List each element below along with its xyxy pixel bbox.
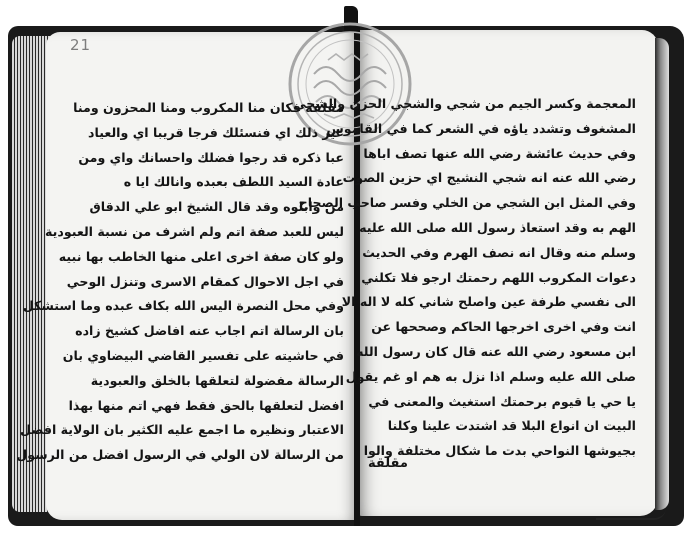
left-line: في اجل الاحوال كمقام الاسرى وتنزل الوحي (66, 273, 344, 289)
left-line: الرسالة مفضولة لتعلقها بالخلق والعبودية (90, 372, 344, 388)
left-line: عبا ذكره قد رجوا فضلك واحسانك واي ومن (78, 149, 344, 165)
left-line: افضل لتعلقها بالحق فقط فهي اتم منها بهذا (68, 397, 344, 413)
left-line: ولو كان صفة اخرى اعلى منها الخاطب بها نبيه (58, 248, 344, 264)
left-line: مقلقة فكان منا المكروب ومنا المحزون ومنا (73, 100, 344, 115)
right-line: دعوات المكروب اللهم رحمتك ارجو فلا تكلني (361, 269, 636, 285)
left-line: بان الرسالة اتم اجاب عنه افاضل كشيخ زاده (75, 323, 344, 339)
right-line: المشغوف وتشدد ياؤه في الشعر كما في القاموس (326, 120, 636, 136)
left-line: غير ذلك اي فنسئلك فرجا قريبا اي والعياد (88, 124, 344, 140)
left-line: عادة السيد اللطف بعبده وانالك ايا ه (123, 174, 344, 190)
left-line: الاعتبار ونظيره ما اجمع عليه الكثير بان الولاية افضل (20, 422, 344, 438)
right-line: وسلم منه وقال انه نصف الهرم وفي الحديث (362, 244, 636, 260)
left-page-text (16, 96, 344, 468)
right-line: وفي حديث عائشة رضي الله عنها تصف اباها (363, 145, 636, 161)
right-line: الى نفسي طرفة عين واصلح شاني كله لا اله الا (341, 294, 636, 310)
right-line: يا حي يا قيوم برحمتك استغيث والمعنى في (368, 393, 636, 409)
right-line: بجيوشها النواحي بدت ما شكال مختلفة والوا (363, 443, 636, 459)
right-line: صلى الله عليه وسلم اذا نزل به هم او غم يقول (345, 368, 636, 384)
right-line: الهم به وقد استعاذ رسول الله صلى الله عليه (359, 219, 636, 235)
catchword: مقلقة (368, 456, 408, 471)
right-line: انت وفي اخرى اخرجها الحاكم وصححها عن (371, 319, 636, 335)
right-line: البيت ان انواع البلا قد اشتدت علينا وكلنا (387, 418, 636, 434)
page-number: 21 (70, 36, 92, 54)
right-page-edge (655, 38, 669, 510)
right-line: وفي المثل ابن الشجي من الخلي وفسر صاحب الصحاح (298, 195, 636, 211)
right-line: المعجمة وكسر الجيم من شجي والشجي الحزن والشجي (293, 96, 636, 111)
left-line: من وابلوه وقد قال الشيخ ابو علي الدقاق (89, 199, 344, 215)
left-line: في حاشيته على تفسير القاضي البيضاوي بان (62, 347, 344, 363)
left-line: وفي محل النصرة اليس الله بكاف عبده وما استشكل (22, 298, 344, 314)
left-line: من الرسالة لان الولي في الرسول افضل من الرسول (16, 447, 344, 463)
left-line: ليس للعبد صفة اتم ولم اشرف من نسبة العبودية (44, 223, 344, 239)
right-line: رضي الله عنه انه شجي النشيج اي حزين الصوت (342, 170, 636, 186)
page-corner (596, 508, 666, 520)
right-line: ابن مسعود رضي الله عنه قال كان رسول الله (356, 343, 636, 359)
